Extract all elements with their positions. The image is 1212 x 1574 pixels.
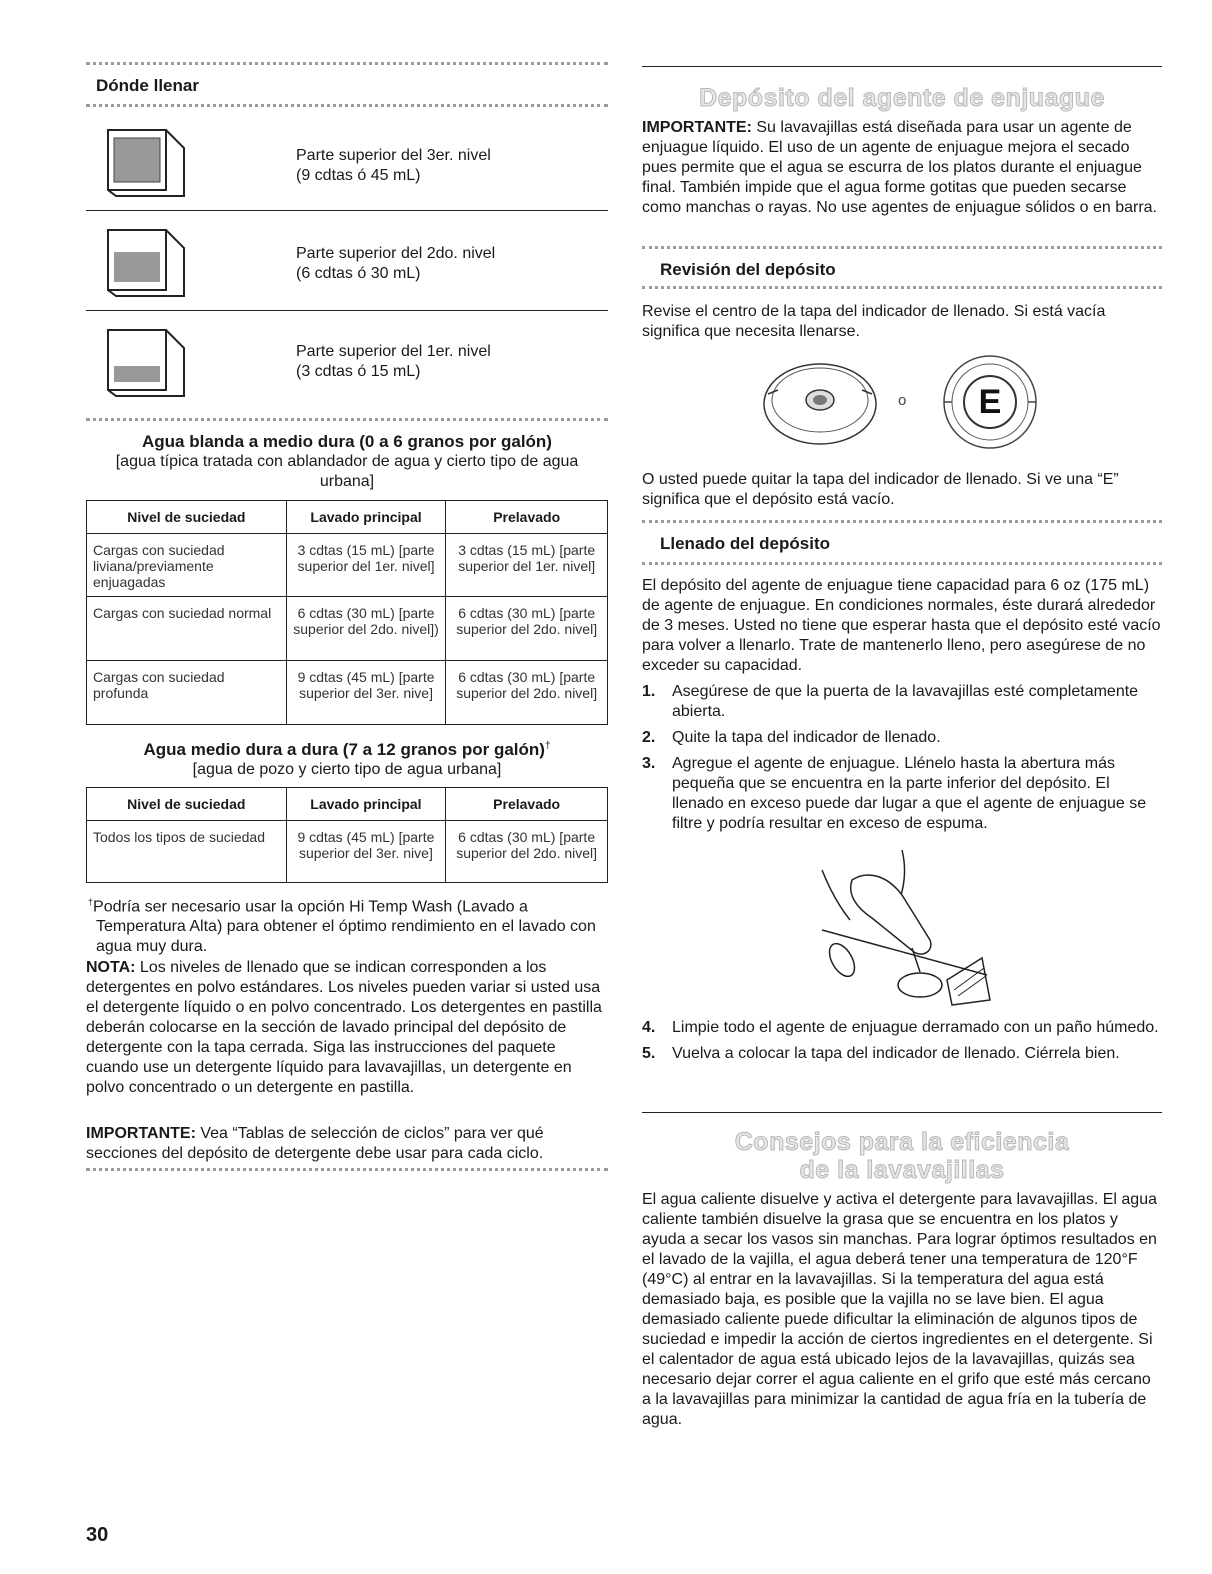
importante-text: Su lavavajillas está diseñada para usar un agente de enjuague líquido. El uso de un agente de enjuague mejora el secado pues permite que el agua se escurra de los platos durante el enjuague final. También impide que el agua forme gotitas que pueden secarse como manchas o rayas. No use agentes de enjuague sólidos o en barra. xyxy=(642,119,1157,216)
finish-steps-list xyxy=(642,1018,1162,1070)
divider xyxy=(642,520,1162,523)
fill-level-row xyxy=(86,116,608,212)
dagger-mark: † xyxy=(88,897,94,907)
page-number: 30 xyxy=(86,1524,109,1546)
table-cell: Cargas con suciedad liviana/previamente enjuagadas xyxy=(87,534,287,597)
step-text: Quite la tapa del indicador de llenado. xyxy=(672,729,941,746)
fill-level-amount: (9 cdtas ó 45 mL) xyxy=(296,167,421,184)
importante-label: IMPORTANTE: xyxy=(86,1125,196,1142)
hard-water-title: Agua medio dura a dura (7 a 12 granos por galón) xyxy=(143,740,545,759)
nota-paragraph xyxy=(86,958,608,1098)
divider xyxy=(642,1112,1162,1113)
column-header: Nivel de suciedad xyxy=(87,788,287,821)
rinse-aid-section-title: Depósito del agente de enjuague xyxy=(699,84,1105,112)
soft-water-subtitle: [agua típica tratada con ablandador de agua y cierto tipo de agua urbana] xyxy=(115,453,579,490)
detergent-cup-half-icon xyxy=(106,226,192,306)
or-label: o xyxy=(898,392,907,409)
nota-label: NOTA: xyxy=(86,959,136,976)
column-header: Nivel de suciedad xyxy=(87,501,287,534)
table-row xyxy=(87,534,608,597)
revision-text: Revise el centro de la tapa del indicador de llenado. Si está vacía significa que necesita llenarse. xyxy=(642,303,1106,340)
pouring-rinse-aid-illustration xyxy=(812,840,1002,1010)
table-row xyxy=(87,597,608,661)
list-item xyxy=(642,682,1162,722)
hard-water-section xyxy=(86,740,608,780)
divider xyxy=(642,246,1162,249)
step-number: 5. xyxy=(642,1045,656,1062)
column-header: Lavado principal xyxy=(286,501,446,534)
column-header: Prelavado xyxy=(446,788,608,821)
fill-level-row xyxy=(86,216,608,312)
importante-label: IMPORTANTE: xyxy=(642,119,752,136)
list-item xyxy=(642,728,1162,748)
table-cell: 3 cdtas (15 mL) [parte superior del 1er. nivel] xyxy=(446,534,608,597)
empty-indicator-letter: E xyxy=(978,383,1002,421)
efficiency-section-title-line2: de la lavavajillas xyxy=(799,1156,1005,1184)
step-number: 2. xyxy=(642,729,656,746)
table-header-row xyxy=(87,788,608,821)
soft-water-section xyxy=(86,432,608,492)
table-header-row xyxy=(87,501,608,534)
table-cell: Cargas con suciedad profunda xyxy=(87,661,287,725)
detergent-cup-low-icon xyxy=(106,326,192,406)
divider xyxy=(86,62,608,65)
step-number: 1. xyxy=(642,683,656,700)
fill-level-row xyxy=(86,316,608,412)
table-cell: 6 cdtas (30 mL) [parte superior del 2do. nivel] xyxy=(446,597,608,661)
llenado-heading: Llenado del depósito xyxy=(660,534,831,553)
detergent-cup-full-icon xyxy=(106,126,192,206)
revision-heading: Revisión del depósito xyxy=(660,260,836,279)
divider xyxy=(642,286,1162,289)
donde-llenar-heading: Dónde llenar xyxy=(96,76,199,95)
table-cell: 3 cdtas (15 mL) [parte superior del 1er. nivel] xyxy=(286,534,446,597)
step-number: 3. xyxy=(642,755,656,772)
importante-text: Vea “Tablas de selección de ciclos” para ver qué secciones del depósito de detergente debe usar para cada ciclo. xyxy=(86,1125,544,1162)
table-row xyxy=(87,821,608,883)
column-header: Prelavado xyxy=(446,501,608,534)
fill-level-amount: (6 cdtas ó 30 mL) xyxy=(296,265,421,282)
hard-water-subtitle: [agua de pozo y cierto tipo de agua urbana] xyxy=(192,761,502,778)
table-cell: 9 cdtas (45 mL) [parte superior del 3er. nive] xyxy=(286,661,446,725)
divider xyxy=(642,562,1162,565)
table-cell: 6 cdtas (30 mL) [parte superior del 2do. nivel] xyxy=(446,661,608,725)
list-item xyxy=(642,754,1162,834)
quitar-tapa-text: O usted puede quitar la tapa del indicador de llenado. Si ve una “E” significa que el depósito está vacío. xyxy=(642,471,1119,508)
table-cell: Cargas con suciedad normal xyxy=(87,597,287,661)
table-cell: Todos los tipos de suciedad xyxy=(87,821,287,883)
footnote xyxy=(86,892,608,957)
step-text: Agregue el agente de enjuague. Llénelo hasta la abertura más pequeña que se encuentra en la parte inferior del depósito. El llenado en exceso puede dar lugar a que el agente de enjuague se filtre y podría resultar en exceso de espuma. xyxy=(672,755,1147,832)
hard-water-table xyxy=(86,787,608,883)
table-cell: 6 cdtas (30 mL) [parte superior del 2do. nivel]) xyxy=(286,597,446,661)
table-cell: 9 cdtas (45 mL) [parte superior del 3er. nive] xyxy=(286,821,446,883)
fill-level-line: Parte superior del 1er. nivel xyxy=(296,343,491,360)
step-text: Asegúrese de que la puerta de la lavavajillas esté completamente abierta. xyxy=(672,683,1139,720)
divider xyxy=(642,66,1162,67)
fill-steps-list xyxy=(642,682,1162,840)
soft-water-table xyxy=(86,500,608,725)
divider xyxy=(86,210,608,211)
footnote-text: Podría ser necesario usar la opción Hi Temp Wash (Lavado a Temperatura Alta) para obtener el óptimo rendimiento en el lavado con agua muy dura. xyxy=(93,898,596,956)
dagger-mark: † xyxy=(544,740,551,752)
fill-level-line: Parte superior del 3er. nivel xyxy=(296,147,491,164)
column-header: Lavado principal xyxy=(286,788,446,821)
list-item xyxy=(642,1044,1162,1064)
step-text: Limpie todo el agente de enjuague derramado con un paño húmedo. xyxy=(672,1019,1159,1036)
step-text: Vuelva a colocar la tapa del indicador de llenado. Ciérrela bien. xyxy=(672,1045,1120,1062)
fill-level-line: Parte superior del 2do. nivel xyxy=(296,245,496,262)
nota-text: Los niveles de llenado que se indican corresponden a los detergentes en polvo estándares. Los niveles pueden variar si usted usa el detergente líquido o en polvo concentrado. Los detergentes en pastilla deberán colocarse en la sección de lavado principal del depósito de detergente con la tapa cerrada. Siga las instrucciones del paquete cuando use un detergente líquido para lavavajillas, un detergente en polvo concentrado o un detergente en pastilla. xyxy=(86,959,602,1096)
list-item xyxy=(642,1018,1162,1038)
efficiency-text: El agua caliente disuelve y activa el detergente para lavavajillas. El agua caliente también disuelve la grasa que se encuentra en los platos y ayuda a secar los vasos sin manchas. Para lograr óptimos resultados en el lavado de la vajilla, el agua deberá tener una temperatura de 120°F (49°C) al entrar en la lavavajillas. Si la temperatura del agua está demasiado baja, es posible que la vajilla no se lave bien. El agua demasiado caliente puede dificultar la eliminación de algunos tipos de suciedad e impedir la acción de ciertos ingredientes en el detergente. Si el calentador de agua está ubicado lejos de la lavavajillas, quizás sea necesario dejar correr el agua caliente en el grifo que esté más cercano a la lavavajillas para minimizar la cantidad de agua fría en la tubería de agua. xyxy=(642,1191,1157,1428)
fill-level-amount: (3 cdtas ó 15 mL) xyxy=(296,363,421,380)
divider xyxy=(86,104,608,107)
rinse-aid-importante-paragraph xyxy=(642,118,1162,218)
soft-water-title: Agua blanda a medio dura (0 a 6 granos por galón) xyxy=(142,432,552,451)
table-cell: 6 cdtas (30 mL) [parte superior del 2do. nivel] xyxy=(446,821,608,883)
efficiency-section-title: Consejos para la eficiencia xyxy=(734,1128,1070,1156)
llenado-text: El depósito del agente de enjuague tiene capacidad para 6 oz (175 mL) de agente de enjuague. En condiciones normales, éste durará alrededor de 3 meses. Usted no tiene que esperar hasta que el depósito esté vacío para volver a llenarlo. Trate de mantenerlo lleno, pero asegúrese de no exceder su capacidad. xyxy=(642,577,1161,674)
table-row xyxy=(87,661,608,725)
importante-paragraph xyxy=(86,1124,608,1164)
divider xyxy=(86,310,608,311)
step-number: 4. xyxy=(642,1019,656,1036)
divider xyxy=(86,1168,608,1171)
divider xyxy=(86,418,608,421)
